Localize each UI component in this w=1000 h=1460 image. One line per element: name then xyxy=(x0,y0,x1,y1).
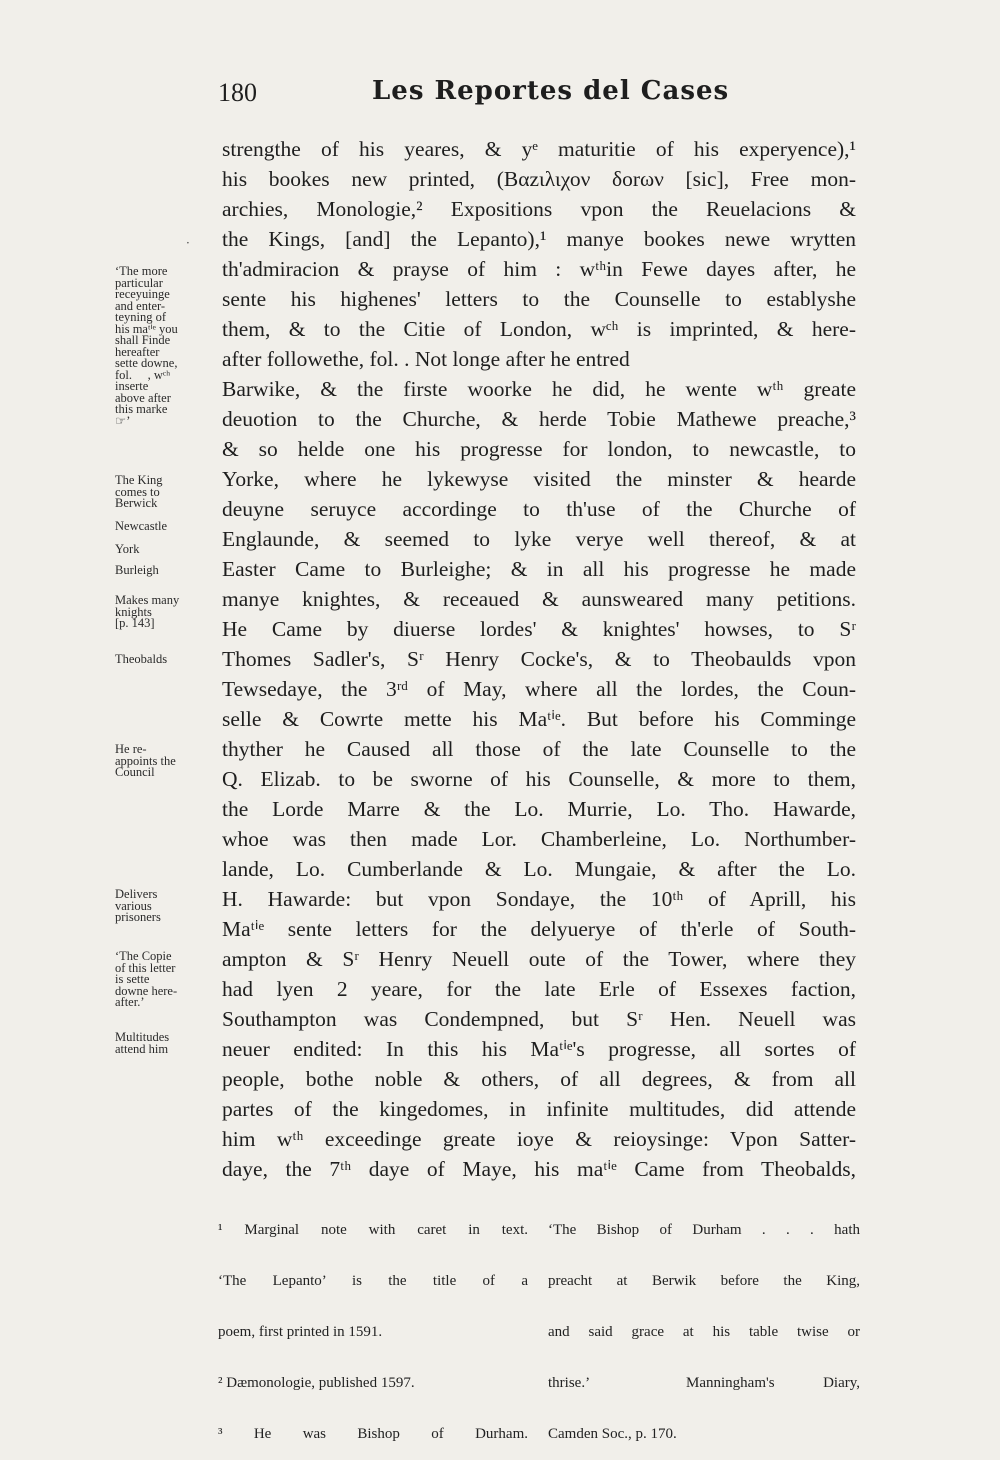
footnote-line: and said grace at his table twise or xyxy=(548,1324,860,1340)
running-title: Les Reportes del Cases xyxy=(372,76,730,106)
text-line: strengthe of his yeares, & yᵉ maturitie of his experyence),¹ xyxy=(222,137,856,161)
text-line: neuer endited: In this his Maᵗⁱᵉ's progresse, all sortes of xyxy=(222,1037,856,1061)
text-line: Thomes Sadler's, Sʳ Henry Cocke's, & to Theobaulds vpon xyxy=(222,647,856,671)
text-line: Southampton was Condempned, but Sʳ Hen. Neuell was xyxy=(222,1007,856,1031)
side-note: He re- appoints the Council xyxy=(115,742,176,779)
footnotes-left xyxy=(218,1188,528,1460)
footnote-line: ‘The Lepanto’ is the title of a xyxy=(218,1273,528,1289)
side-note: York xyxy=(115,542,140,556)
text-line: him wᵗʰ exceedinge greate ioye & reioysinge: Vpon Satter- xyxy=(222,1127,856,1151)
text-line: Q. Elizab. to be sworne of his Counselle, & more to them, xyxy=(222,767,856,791)
footnote-line: ¹ Marginal note with caret in text. xyxy=(218,1222,528,1238)
side-note: ‘The more particular receyuinge and enter- teyning of his maᵗⁱᵉ you shall Finde hereafter sette downe, fol. , wᶜʰ inserte above after this marke ☞’ xyxy=(115,264,178,428)
text-line: manye knightes, & receaued & aunsweared many petitions. xyxy=(222,587,856,611)
side-note: Theobalds xyxy=(115,652,168,666)
side-note: The King comes to Berwick xyxy=(115,473,163,510)
side-note: Delivers various prisoners xyxy=(115,887,161,924)
text-line: whoe was then made Lor. Chamberleine, Lo. Northumber- xyxy=(222,827,856,851)
footnote-line: ‘The Bishop of Durham . . . hath xyxy=(548,1222,860,1238)
main-text xyxy=(222,134,856,1184)
footnote-line: ² Dæmonologie, published 1597. xyxy=(218,1375,415,1391)
text-line: deuotion to the Churche, & herde Tobie Mathewe preache,³ xyxy=(222,407,856,431)
text-line: the Lorde Marre & the Lo. Murrie, Lo. Tho. Hawarde, xyxy=(222,797,856,821)
text-line: th'admiracion & prayse of him : wᵗʰin Fewe dayes after, he xyxy=(222,257,856,281)
footnotes-right xyxy=(548,1188,860,1460)
text-line: them, & to the Citie of London, wᶜʰ is imprinted, & here- xyxy=(222,317,856,341)
footnote-line: preacht at Berwik before the King, xyxy=(548,1273,860,1289)
text-line: thyther he Caused all those of the late Counselle to the xyxy=(222,737,856,761)
text-line: & so helde one his progresse for london, to newcastle, to xyxy=(222,437,856,461)
text-line: Englaunde, & seemed to lyke verye well thereof, & at xyxy=(222,527,856,551)
footnote-line: ³ He was Bishop of Durham. xyxy=(218,1426,528,1442)
text-line: Maᵗⁱᵉ sente letters for the delyuerye of th'erle of South- xyxy=(222,917,856,941)
text-line: his bookes new printed, (Βαzιλιχον δοrων [sic], Free mon- xyxy=(222,167,856,191)
text-line: Tewsedaye, the 3ʳᵈ of May, where all the lordes, the Coun- xyxy=(222,677,856,701)
margin-dot: · xyxy=(186,236,190,250)
text-line: deuyne seruyce accordinge to th'use of the Churche of xyxy=(222,497,856,521)
text-line: the Kings, [and] the Lepanto),¹ manye bookes newe wrytten xyxy=(222,227,856,251)
text-line: archies, Monologie,² Expositions vpon the Reuelacions & xyxy=(222,197,856,221)
text-line: had lyen 2 yeare, for the late Erle of Essexes faction, xyxy=(222,977,856,1001)
side-note: ‘The Copie of this letter is sette downe here- after.’ xyxy=(115,949,178,1009)
text-line: after followethe, fol. . Not longe after he entred xyxy=(222,347,630,371)
text-line: partes of the kingedomes, in infinite multitudes, did attende xyxy=(222,1097,856,1121)
footnote-line: poem, first printed in 1591. xyxy=(218,1324,383,1340)
text-line: selle & Cowrte mette his Maᵗⁱᵉ. But before his Comminge xyxy=(222,707,856,731)
side-note: Multitudes attend him xyxy=(115,1030,170,1056)
text-line: H. Hawarde: but vpon Sondaye, the 10ᵗʰ of Aprill, his xyxy=(222,887,856,911)
text-line: people, bothe noble & others, of all degrees, & from all xyxy=(222,1067,856,1091)
text-line: sente his highenes' letters to the Counselle to establyshe xyxy=(222,287,856,311)
text-line: He Came by diuerse lordes' & knightes' howses, to Sʳ xyxy=(222,617,856,641)
text-line: lande, Lo. Cumberlande & Lo. Mungaie, & after the Lo. xyxy=(222,857,856,881)
footnote-line: thrise.’ Manningham's Diary, xyxy=(548,1375,860,1391)
page-header xyxy=(0,78,1000,118)
side-note: Newcastle xyxy=(115,519,168,533)
page-number: 180 xyxy=(218,78,257,107)
footnote-line: Camden Soc., p. 170. xyxy=(548,1426,677,1442)
side-note: Burleigh xyxy=(115,563,159,577)
text-line: Yorke, where he lykewyse visited the minster & hearde xyxy=(222,467,856,491)
text-line: Barwike, & the firste woorke he did, he wente wᵗʰ greate xyxy=(222,377,856,401)
side-note: Makes many knights [p. 143] xyxy=(115,593,180,630)
text-line: daye, the 7ᵗʰ daye of Maye, his maᵗⁱᵉ Came from Theobalds, xyxy=(222,1157,856,1181)
text-line: Easter Came to Burleighe; & in all his progresse he made xyxy=(222,557,856,581)
text-line: ampton & Sʳ Henry Neuell oute of the Tower, where they xyxy=(222,947,856,971)
